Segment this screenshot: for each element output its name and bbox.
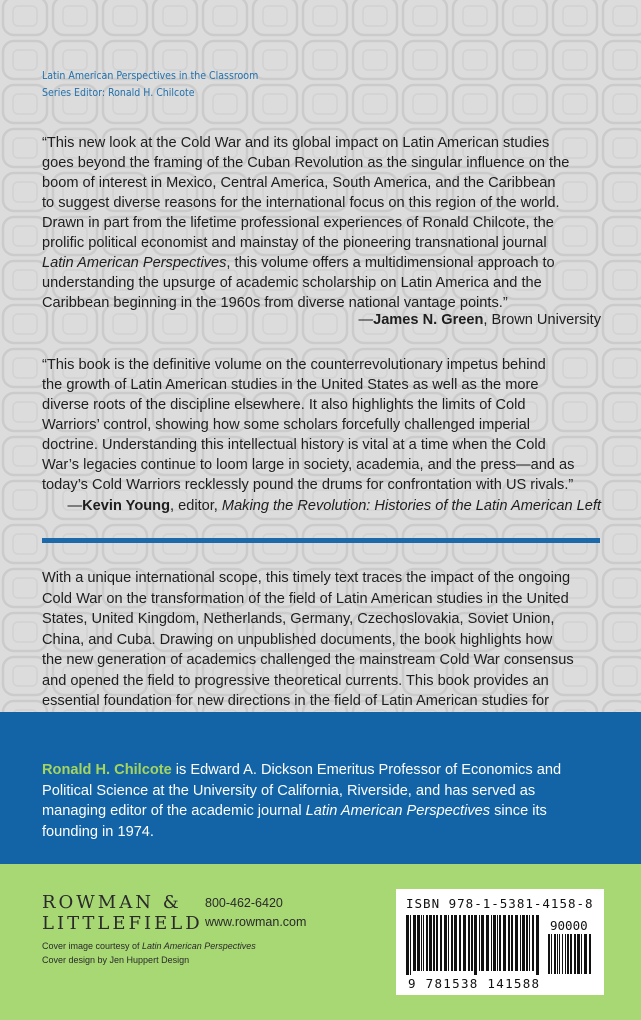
barcode-bar	[536, 915, 539, 975]
price-code: 90000	[550, 918, 588, 933]
barcode-bar	[436, 915, 438, 971]
barcode-bar	[562, 934, 563, 974]
description-line: With a unique international scope, this timely text traces the impact of the ongoing	[42, 570, 571, 586]
barcode-bar	[440, 915, 442, 971]
barcode-bar	[567, 934, 569, 974]
barcode-bar	[410, 915, 411, 975]
barcode-bar	[557, 934, 558, 974]
barcode-bar	[406, 915, 409, 975]
barcode-bar	[570, 934, 572, 974]
quote-line: the growth of Latin American studies in the United States as well as the more	[42, 377, 539, 393]
barcode-bar	[433, 915, 435, 971]
cover-design-credit: Cover design by Jen Huppert Design	[42, 954, 190, 965]
author-name: Ronald H. Chilcote	[42, 762, 172, 778]
barcode-bar	[577, 934, 580, 974]
barcode-bar	[565, 934, 566, 974]
barcode-bar	[421, 915, 422, 971]
barcode-bar	[548, 934, 550, 974]
isbn-text: ISBN 978-1-5381-4158-8	[406, 896, 594, 911]
attribution-young	[68, 496, 601, 516]
bio-text: managing editor of the academic journal	[42, 803, 306, 819]
description-line: China, and Cuba. Drawing on unpublished documents, the book highlights how	[42, 631, 553, 648]
barcode-bar	[497, 915, 498, 971]
bio-line	[42, 760, 602, 781]
publisher-logo	[42, 892, 203, 934]
barcode-bar	[479, 915, 480, 971]
barcode-bar	[554, 934, 556, 974]
attribution-dash: —	[67, 498, 83, 514]
description-line: and opened the field to progressive theoretical currents. This book provides an	[42, 672, 549, 689]
endorsement-quote-green	[42, 133, 602, 313]
barcode-bar	[426, 915, 428, 971]
barcode-bar	[481, 915, 484, 971]
bio-text: since its	[490, 803, 547, 819]
barcode-digits: 9 781538 141588	[408, 976, 541, 991]
endorser-book: Making the Revolution: Histories of the Latin American Left	[221, 498, 601, 514]
barcode-bar	[551, 934, 552, 974]
barcode-bar	[574, 934, 576, 974]
barcode-bar	[454, 915, 457, 971]
bio-line: founding in 1974.	[42, 823, 154, 840]
barcode-bar	[526, 915, 528, 971]
author-bio-band	[0, 712, 641, 864]
quote-line: today’s Cold Warriors recklessly pound the drums for confrontation with US rivals.”	[42, 477, 574, 493]
publisher-phone: 800-462-6420	[205, 896, 283, 910]
publisher-band	[0, 864, 641, 1020]
credit-source: Latin American Perspectives	[142, 941, 256, 951]
barcode-bar	[413, 915, 416, 971]
barcode-bar	[529, 915, 530, 971]
book-description	[42, 568, 604, 732]
quote-line: to suggest diverse reasons for the international focus on this region of the world.	[42, 195, 560, 211]
endorser-role: , editor,	[169, 498, 222, 514]
attribution-dash: —	[358, 312, 374, 328]
author-bio	[42, 760, 602, 842]
endorser-name: James N. Green	[373, 312, 484, 328]
quote-line: Warriors’ control, showing how some scholars forcefully challenged imperial	[42, 417, 531, 433]
quote-line: prolific political economist and mainstay of the pioneering transnational journal	[42, 235, 547, 251]
quote-line-rest: , this volume offers a multidimensional approach to	[226, 255, 555, 271]
endorsement-quote-young	[42, 355, 602, 495]
description-line: Cold War on the transformation of the field of Latin American studies in the United	[42, 590, 569, 607]
description-line: the new generation of academics challenged the mainstream Cold War consensus	[42, 652, 574, 668]
barcode-bar	[463, 915, 466, 971]
description-line: States, United Kingdom, Netherlands, Germany, Czechoslovakia, Soviet Union,	[42, 611, 555, 627]
bio-line: Political Science at the University of California, Riverside, and has served as	[42, 782, 536, 799]
barcode-bar	[459, 915, 461, 971]
ean-barcode-bars	[406, 915, 541, 975]
publisher-name-line1: ROWMAN &	[42, 892, 182, 913]
journal-title: Latin American Perspectives	[305, 803, 491, 819]
barcode-bar	[493, 915, 496, 971]
quote-line: Drawn in part from the lifetime professional experiences of Ronald Chilcote, the	[42, 215, 554, 231]
publisher-website: www.rowman.com	[205, 915, 307, 929]
series-name: Latin American Perspectives in the Classroom	[42, 70, 259, 82]
barcode-bar	[417, 915, 420, 971]
barcode-bar	[508, 915, 510, 971]
quote-line	[42, 253, 602, 273]
barcode-bar	[503, 915, 506, 971]
quote-line: Caribbean beginning in the 1960s from diverse national vantage points.”	[42, 295, 508, 311]
barcode-bar	[471, 915, 473, 971]
attribution-green	[358, 310, 601, 330]
barcode-bar	[584, 934, 587, 974]
isbn-barcode	[396, 889, 604, 995]
barcode-bar	[423, 915, 424, 971]
barcode-bar	[581, 934, 582, 974]
journal-title: Latin American Perspectives	[42, 255, 227, 271]
barcode-bar	[499, 915, 501, 971]
barcode-bar	[491, 915, 492, 971]
barcode-bar	[515, 915, 518, 971]
endorser-name: Kevin Young	[82, 498, 170, 514]
addon-barcode-bars	[548, 934, 594, 984]
series-title	[42, 68, 258, 102]
endorser-affiliation: , Brown University	[483, 312, 601, 328]
quote-line: understanding the upsurge of academic scholarship on Latin America and the	[42, 275, 542, 291]
quote-line: War’s legacies continue to loom large in society, academia, and the press—and as	[42, 457, 575, 473]
barcode-bar	[511, 915, 513, 971]
series-editor: Series Editor: Ronald H. Chilcote	[42, 87, 195, 99]
barcode-bar	[520, 915, 521, 971]
quote-line: goes beyond the framing of the Cuban Revolution as the singular influence on the	[42, 155, 570, 171]
barcode-bar	[451, 915, 453, 971]
barcode-bar	[474, 915, 477, 975]
barcode-bar	[429, 915, 432, 971]
divider-rule	[42, 538, 600, 543]
barcode-bar	[448, 915, 449, 971]
barcode-bar	[589, 934, 591, 974]
description-line: essential foundation for new directions in the field of Latin American studies for	[42, 693, 550, 709]
barcode-bar	[532, 915, 534, 971]
bio-text: is Edward A. Dickson Emeritus Professor of Economics and	[171, 762, 562, 778]
quote-line: “This book is the definitive volume on the counterrevolutionary impetus behind	[42, 357, 546, 373]
quote-line: doctrine. Understanding this intellectual history is vital at a time when the Cold	[42, 437, 546, 453]
cover-credits	[42, 940, 256, 967]
barcode-bar	[468, 915, 470, 971]
credit-prefix: Cover image courtesy of	[42, 941, 143, 951]
cover-image-credit	[42, 940, 256, 954]
quote-line: diverse roots of the discipline elsewhere. It also highlights the limits of Cold	[42, 397, 526, 413]
barcode-bar	[444, 915, 447, 971]
barcode-bar	[522, 915, 525, 971]
quote-line: “This new look at the Cold War and its global impact on Latin American studies	[42, 135, 550, 151]
publisher-name-line2: LITTLEFIELD	[42, 913, 203, 934]
publisher-contact	[205, 894, 306, 932]
bio-line	[42, 801, 602, 822]
quote-line: boom of interest in Mexico, Central America, South America, and the Caribbean	[42, 175, 556, 191]
barcode-bar	[559, 934, 560, 974]
barcode-bar	[486, 915, 489, 971]
